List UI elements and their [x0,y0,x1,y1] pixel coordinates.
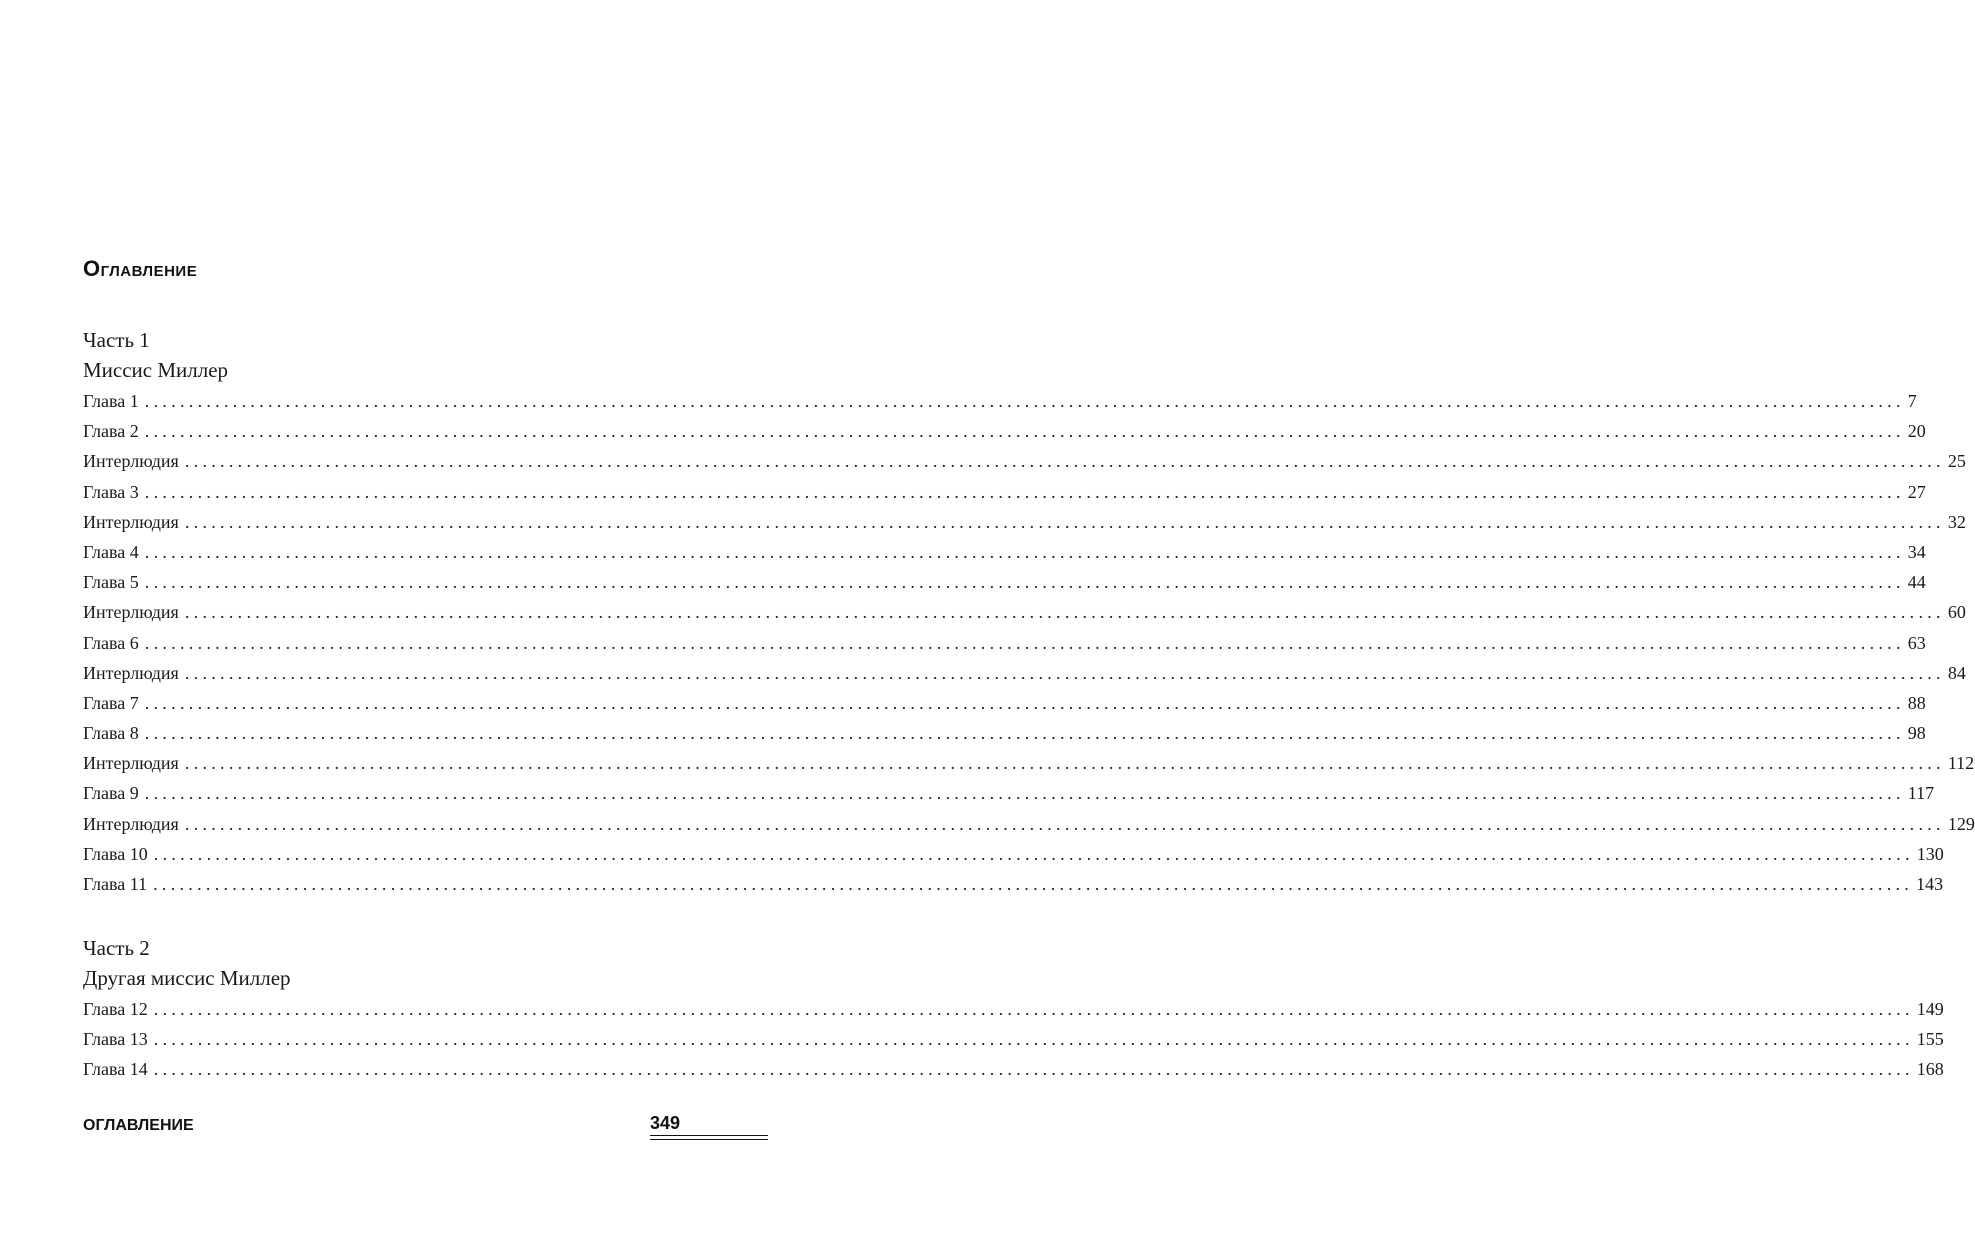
toc-entry-label: Глава 12 [83,999,148,1019]
toc-entry [83,511,1966,542]
part-2-entries [83,999,1944,1090]
dot-leader: ........................................................................................................................................................................................................ [144,391,1905,411]
toc-entry [83,723,1926,753]
toc-entry [83,421,1926,451]
toc-entry [83,451,1966,481]
dot-leader: ........................................................................................................................................................................................................ [144,783,1905,804]
footer-rule [650,1139,768,1140]
toc-entry [83,481,1926,512]
dot-leader: ........................................................................................................................................................................................................ [144,481,1905,502]
toc-entry-label: Глава 8 [83,723,139,744]
toc-entry-page: 149 [1916,999,1944,1019]
part-2-title: Другая миссис Миллер [83,966,291,990]
toc-entry-label: Глава 1 [83,391,139,411]
toc-entry-label: Глава 2 [83,421,139,442]
dot-leader: ........................................................................................................................................................................................................ [153,874,1914,894]
part-1-entries [83,391,1975,904]
toc-entry-label: Глава 13 [83,1029,148,1050]
toc-entry-page: 98 [1907,723,1926,744]
toc-entry-label: Глава 9 [83,783,139,804]
toc-entry-page: 88 [1907,692,1926,713]
dot-leader: ........................................................................................................................................................................................................ [184,451,1945,472]
toc-entry-page: 27 [1907,481,1926,502]
dot-leader: ........................................................................................................................................................................................................ [144,421,1905,442]
part-2-label: Часть 2 [83,936,150,960]
page-number: 349 [650,1113,681,1133]
dot-leader: ........................................................................................................................................................................................................ [184,662,1945,683]
toc-entry-page: 60 [1947,602,1966,623]
toc-entry-label: Интерлюдия [83,753,179,774]
toc-entry-page: 168 [1916,1059,1944,1080]
toc-entry-label: Глава 7 [83,692,139,713]
dot-leader: ........................................................................................................................................................................................................ [184,813,1945,834]
toc-entry [83,632,1926,663]
dot-leader: ........................................................................................................................................................................................................ [153,1029,1914,1050]
toc-entry-page: 7 [1907,391,1917,411]
dot-leader: ........................................................................................................................................................................................................ [184,753,1945,774]
toc-entry [83,1059,1944,1089]
dot-leader: ........................................................................................................................................................................................................ [184,602,1945,623]
toc-entry-label: Глава 4 [83,541,139,562]
toc-entry-label: Интерлюдия [83,451,179,472]
toc-entry [83,692,1926,723]
dot-leader: ........................................................................................................................................................................................................ [184,511,1945,532]
toc-entry [83,602,1966,632]
toc-entry [83,999,1944,1029]
toc-entry [83,753,1975,783]
toc-entry [83,572,1926,602]
toc-entry [83,874,1944,904]
toc-entry-page: 143 [1916,874,1944,894]
dot-leader: ........................................................................................................................................................................................................ [144,692,1905,713]
toc-entry-page: 112 [1947,753,1975,774]
dot-leader: ........................................................................................................................................................................................................ [144,723,1905,744]
toc-entry-page: 155 [1916,1029,1944,1050]
dot-leader: ........................................................................................................................................................................................................ [144,632,1905,653]
part-1-label: Часть 1 [83,328,150,352]
page-title: Оглавление [83,256,198,281]
toc-entry-label: Интерлюдия [83,813,179,834]
dot-leader: ........................................................................................................................................................................................................ [144,572,1905,593]
toc-entry-page: 63 [1907,632,1926,653]
toc-entry-label: Глава 3 [83,481,139,502]
toc-entry-page: 32 [1947,511,1966,532]
running-title: ОГЛАВЛЕНИЕ [83,1117,194,1134]
toc-entry-label: Интерлюдия [83,662,179,683]
dot-leader: ........................................................................................................................................................................................................ [153,1059,1914,1080]
toc-entry [83,541,1926,572]
toc-entry-label: Глава 10 [83,843,148,864]
toc-entry [83,843,1944,874]
dot-leader: ........................................................................................................................................................................................................ [144,541,1905,562]
toc-entry-page: 129 [1947,813,1975,834]
toc-entry-label: Глава 6 [83,632,139,653]
part-1-title: Миссис Миллер [83,358,229,382]
dot-leader: ........................................................................................................................................................................................................ [153,999,1914,1019]
toc-entry-page: 34 [1907,541,1926,562]
footer-rule [650,1135,768,1136]
toc-entry-page: 117 [1907,783,1935,804]
toc-entry-page: 130 [1916,843,1944,864]
toc-entry [83,391,1917,421]
toc-entry [83,1029,1944,1059]
toc-entry [83,813,1975,844]
toc-entry-page: 25 [1947,451,1966,472]
toc-entry-page: 84 [1947,662,1966,683]
toc-entry-label: Глава 14 [83,1059,148,1080]
toc-entry [83,662,1966,693]
toc-entry-page: 20 [1907,421,1926,442]
toc-entry-label: Интерлюдия [83,602,179,623]
toc-entry-label: Глава 5 [83,572,139,593]
dot-leader: ........................................................................................................................................................................................................ [153,843,1914,864]
toc-entry [83,783,1935,813]
toc-entry-page: 44 [1907,572,1926,593]
toc-entry-label: Глава 11 [83,874,148,894]
toc-entry-label: Интерлюдия [83,511,179,532]
